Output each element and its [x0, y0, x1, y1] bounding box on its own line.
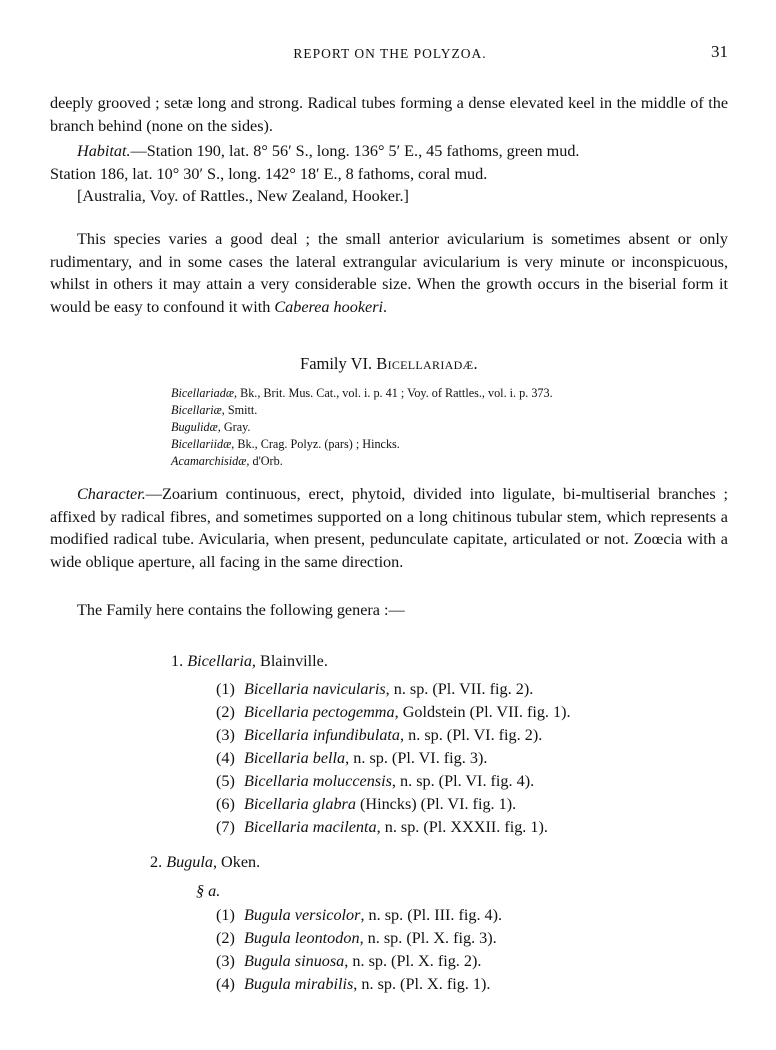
species-number: (4) — [216, 975, 235, 993]
remarks-species: Caberea hookeri — [274, 297, 383, 316]
running-header — [50, 44, 730, 68]
genus-entry-bicellaria — [171, 652, 328, 671]
remarks-text — [50, 228, 728, 318]
habitat-line-1 — [50, 140, 728, 163]
synonym-name: Bicellariæ — [171, 403, 222, 417]
character-label: Character. — [77, 485, 146, 503]
species-reference: (Hincks) (Pl. VI. fig. 1). — [355, 795, 517, 813]
species-number: (1) — [216, 680, 235, 698]
synonymy-entry — [171, 453, 691, 470]
species-number: (2) — [216, 929, 235, 947]
habitat-station-190: —Station 190, lat. 8° 56′ S., long. 136° 5′ E., 45 fathoms, green mud. — [130, 142, 580, 160]
species-reference: , n. sp. (Pl. VII. fig. 2). — [385, 680, 534, 698]
genus-author: , Oken. — [212, 853, 261, 871]
remarks-text-main: This species varies a good deal ; the small anterior avicularium is sometimes absent or only rudimentary, and in some cases the lateral extrangular avicularium is very minute or inconspicuous, whilst in others it may attain a very considerable size. When the growth occurs in the biserial form it would be easy to confound it with — [50, 230, 728, 316]
synonym-name: Acamarchisidæ — [171, 454, 247, 468]
character-description: —Zoarium continuous, erect, phytoid, divided into ligulate, bi-multiserial branches ; affixed by radical fibres, and sometimes supported on a long chitinous tubular stem, which represents a modified radical tube. Avicularia, when present, pedunculate capitate, articulated or not. Zoœcia with a wide oblique aperture, all facing in the same direction. — [50, 485, 728, 571]
species-name: Bugula sinuosa — [244, 952, 345, 970]
character-text — [50, 483, 728, 573]
genus-number: 1. — [171, 652, 184, 670]
synonym-name: Bugulidæ — [171, 420, 218, 434]
continuation-text: deeply grooved ; setæ long and strong. Radical tubes forming a dense elevated keel in the middle of the branch behind (none on the sides). — [50, 94, 728, 135]
family-prefix: Family VI. — [300, 354, 377, 373]
genera-intro: The Family here contains the following genera :— — [77, 601, 405, 619]
synonymy-entry — [171, 436, 691, 453]
synonym-name: Bicellariidæ — [171, 437, 232, 451]
species-reference: , n. sp. (Pl. VI. fig. 4). — [391, 772, 535, 790]
species-entry — [216, 795, 516, 814]
character-paragraph — [50, 483, 728, 573]
species-name: Bicellaria macilenta — [244, 818, 377, 836]
species-number: (4) — [216, 749, 235, 767]
species-number: (5) — [216, 772, 235, 790]
species-number: (6) — [216, 795, 235, 813]
synonym-reference: , Gray. — [217, 420, 251, 434]
species-number: (2) — [216, 703, 235, 721]
habitat-station-186: Station 186, lat. 10° 30′ S., long. 142° 18′ E., 8 fathoms, coral mud. — [50, 164, 488, 183]
page-number: 31 — [711, 42, 728, 61]
species-name: Bugula mirabilis — [244, 975, 354, 993]
species-reference: , n. sp. (Pl. X. fig. 3). — [359, 929, 497, 947]
species-number: (3) — [216, 952, 235, 970]
species-name: Bicellaria navicularis — [244, 680, 386, 698]
species-entry — [216, 906, 502, 925]
species-reference: , n. sp. (Pl. VI. fig. 2). — [400, 726, 543, 744]
habitat-distribution: [Australia, Voy. of Rattles., New Zealand, Hooker.] — [77, 187, 409, 206]
genus-entry-bugula — [150, 853, 260, 872]
species-entry — [216, 818, 548, 837]
species-reference: , n. sp. (Pl. XXXII. fig. 1). — [376, 818, 548, 836]
remarks-paragraph — [50, 228, 728, 318]
section-label: § a. — [196, 882, 221, 900]
genus-name: Bicellaria — [187, 652, 252, 670]
species-reference: , n. sp. (Pl. VI. fig. 3). — [345, 749, 488, 767]
species-reference: , n. sp. (Pl. III. fig. 4). — [360, 906, 503, 924]
species-reference: , Goldstein (Pl. VII. fig. 1). — [394, 703, 571, 721]
habitat-label: Habitat. — [77, 142, 131, 160]
species-name: Bicellaria moluccensis — [244, 772, 392, 790]
species-entry — [216, 703, 571, 722]
genus-name: Bugula — [166, 853, 213, 871]
synonym-reference: , Bk., Brit. Mus. Cat., vol. i. p. 41 ; Voy. of Rattles., vol. i. p. 373. — [233, 386, 553, 400]
species-entry — [216, 749, 487, 768]
family-name: Bicellariadæ. — [376, 354, 478, 373]
species-name: Bicellaria infundibulata — [244, 726, 401, 744]
species-entry — [216, 929, 497, 948]
species-entry — [216, 680, 533, 699]
species-name: Bicellaria bella — [244, 749, 346, 767]
remarks-text-end: . — [383, 297, 388, 316]
species-name: Bugula leontodon — [244, 929, 360, 947]
habitat-paragraph — [50, 140, 728, 208]
synonymy-entry — [171, 419, 691, 436]
continuation-paragraph — [50, 92, 728, 137]
species-name: Bicellaria pectogemma — [244, 703, 395, 721]
synonym-reference: , d'Orb. — [246, 454, 283, 468]
species-entry — [216, 772, 534, 791]
genus-number: 2. — [150, 853, 163, 871]
species-number: (3) — [216, 726, 235, 744]
species-entry — [216, 726, 542, 745]
family-heading — [50, 354, 728, 374]
synonymy-entry — [171, 402, 691, 419]
synonym-name: Bicellariadæ — [171, 386, 234, 400]
synonym-reference: , Bk., Crag. Polyz. (pars) ; Hincks. — [231, 437, 400, 451]
synonym-reference: , Smitt. — [221, 403, 258, 417]
running-title: REPORT ON THE POLYZOA. — [293, 46, 487, 61]
species-reference: , n. sp. (Pl. X. fig. 1). — [353, 975, 491, 993]
genus-author: , Blainville. — [251, 652, 328, 670]
species-reference: , n. sp. (Pl. X. fig. 2). — [344, 952, 482, 970]
species-name: Bugula versicolor — [244, 906, 361, 924]
genera-intro-paragraph — [50, 599, 728, 622]
species-entry — [216, 975, 490, 994]
synonymy-entry — [171, 385, 691, 402]
species-entry — [216, 952, 481, 971]
synonymy-list — [171, 385, 691, 470]
species-number: (1) — [216, 906, 235, 924]
species-name: Bicellaria glabra — [244, 795, 356, 813]
species-number: (7) — [216, 818, 235, 836]
